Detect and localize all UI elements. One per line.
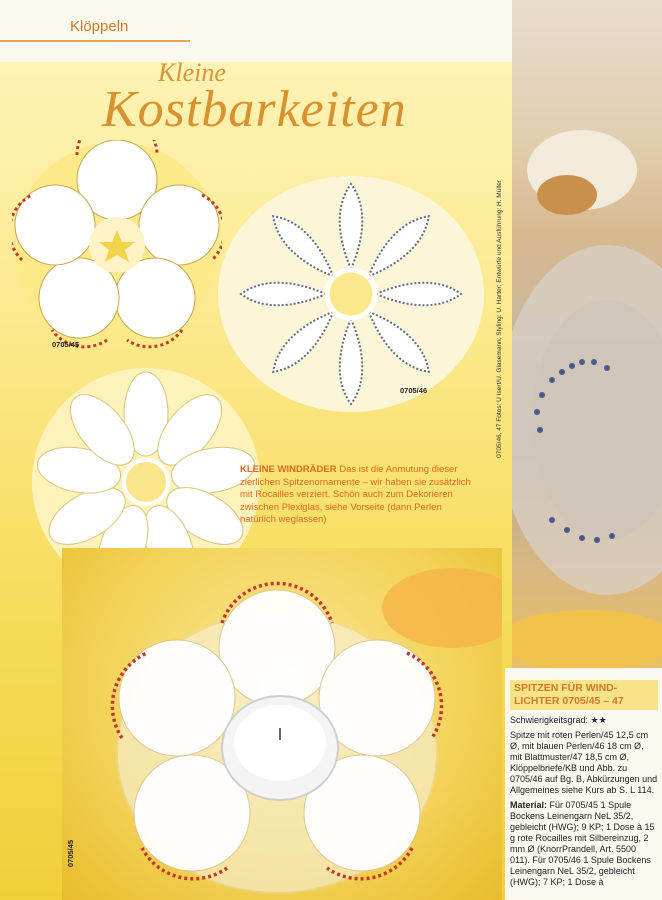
title-line-1: Kleine xyxy=(158,58,226,87)
info-paragraph-1: Spitze mit roten Perlen/45 12,5 cm Ø, mit blauen Perlen/46 18 cm Ø, mit Blattmuster/47 18,5 cm Ø, Klöppelbriefe/KB und Abb. zu 0705/46 auf Bg. B, Abkürzungen und Allgemeines siehe Kurs ab S. L 114. xyxy=(510,730,658,795)
info-heading: SPITZEN FÜR WIND-LICHTER 0705/45 – 47 xyxy=(510,680,658,710)
label-0705-45-bottom: 0705/45 xyxy=(66,840,75,868)
material-text: Für 0705/45 1 Spule Bockens Leinengarn NeL 35/2, gebleicht (HWG); 9 KP; 1 Dose à 15 g rote Rocailles mit Silbereinzug, 2 mm Ø (KnorrPrandell, Art. 5500 011). Für 0705/46 1 Spule Bockens Leinengarn NeL 35/2, gebleicht (HWG); 7 KP; 1 Dose à xyxy=(510,800,655,887)
windlight-photo-art xyxy=(512,0,662,670)
label-0705-45: 0705/45 xyxy=(52,340,80,349)
info-paragraph-2 xyxy=(510,800,658,888)
caption-text: Das ist die Anmutung dieser zierlichen Spitzenornamente – wir haben sie zusätzlich mit Rocailles verziert. Schön auch zum Dekorieren zwischen Plexiglas, siehe Vorseite (dann Perlen natürlich weglassen) xyxy=(240,464,471,526)
section-rule xyxy=(0,40,190,42)
material-label: Material: xyxy=(510,800,548,810)
caption-lead: KLEINE WINDRÄDER xyxy=(240,464,337,475)
photo-credit: 0705/46, 47 Fotos: U Isert/U. Glasemann; Styling: U. Harter; Entwürfe und Ausführung: H. Müller xyxy=(496,180,503,458)
info-body xyxy=(510,715,658,888)
difficulty: Schwierigkeitsgrad: ★★ xyxy=(510,715,607,725)
caption xyxy=(240,464,480,527)
title-line-2: Kostbarkeiten xyxy=(102,81,407,138)
doily-red-beads xyxy=(12,140,222,350)
label-0705-46: 0705/46 xyxy=(400,386,428,395)
windlight-photo xyxy=(512,0,662,670)
bottom-photo-art xyxy=(62,548,502,900)
section-tag: Klöppeln xyxy=(70,18,129,35)
